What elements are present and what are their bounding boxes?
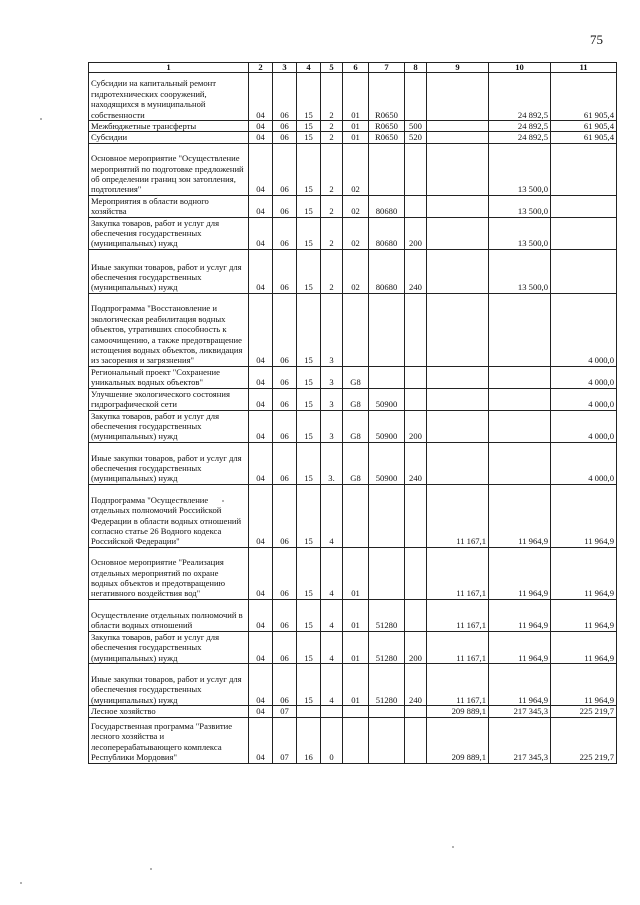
- col6-event: [343, 706, 369, 717]
- table-row: [89, 195, 617, 217]
- col11-amount: 11 964,9: [551, 631, 617, 663]
- col11-amount: 4 000,0: [551, 366, 617, 388]
- col5-subprogram: [321, 706, 343, 717]
- col2-section: 04: [249, 599, 273, 631]
- col8-expense-type: [405, 717, 427, 763]
- col9-amount: [427, 143, 489, 195]
- scan-speck: [150, 868, 152, 870]
- table-row: [89, 388, 617, 410]
- col6-event: [343, 293, 369, 366]
- col8-expense-type: 240: [405, 664, 427, 706]
- col3-subsection: 06: [273, 195, 297, 217]
- header-cell: 11: [551, 63, 617, 73]
- header-cell: 5: [321, 63, 343, 73]
- col2-section: 04: [249, 143, 273, 195]
- col8-expense-type: 240: [405, 249, 427, 293]
- table-row: [89, 664, 617, 706]
- row-description: Основное мероприятие "Реализация отдельных мероприятий по охране водных объектов и предотвращению негативного воздействия вод": [89, 547, 249, 599]
- col10-amount: 217 345,3: [489, 706, 551, 717]
- col11-amount: 61 905,4: [551, 73, 617, 121]
- col4-program: 15: [297, 664, 321, 706]
- scan-speck: [222, 500, 224, 502]
- col5-subprogram: 2: [321, 217, 343, 249]
- col8-expense-type: 500: [405, 121, 427, 132]
- col3-subsection: 06: [273, 599, 297, 631]
- col5-subprogram: 4: [321, 484, 343, 547]
- col10-amount: 11 964,9: [489, 547, 551, 599]
- col7-direction: 80680: [369, 249, 405, 293]
- col2-section: 04: [249, 249, 273, 293]
- col7-direction: [369, 717, 405, 763]
- col5-subprogram: 3.: [321, 442, 343, 484]
- col3-subsection: 06: [273, 547, 297, 599]
- col6-event: 02: [343, 143, 369, 195]
- col11-amount: 4 000,0: [551, 293, 617, 366]
- col8-expense-type: [405, 143, 427, 195]
- col7-direction: 51280: [369, 599, 405, 631]
- row-description: Иные закупки товаров, работ и услуг для обеспечения государственных (муниципальных) нужд: [89, 249, 249, 293]
- col7-direction: 80680: [369, 195, 405, 217]
- page-number: 75: [590, 32, 603, 47]
- col2-section: 04: [249, 410, 273, 442]
- table-row: [89, 717, 617, 763]
- col6-event: G8: [343, 410, 369, 442]
- col10-amount: 13 500,0: [489, 249, 551, 293]
- col4-program: 16: [297, 717, 321, 763]
- col9-amount: [427, 388, 489, 410]
- col11-amount: [551, 195, 617, 217]
- col10-amount: 24 892,5: [489, 73, 551, 121]
- col3-subsection: 06: [273, 410, 297, 442]
- table-row: [89, 132, 617, 143]
- col8-expense-type: [405, 388, 427, 410]
- col9-amount: [427, 366, 489, 388]
- col3-subsection: 06: [273, 442, 297, 484]
- col11-amount: 4 000,0: [551, 410, 617, 442]
- col4-program: 15: [297, 121, 321, 132]
- col2-section: 04: [249, 717, 273, 763]
- col2-section: 04: [249, 217, 273, 249]
- col5-subprogram: 3: [321, 388, 343, 410]
- col10-amount: 24 892,5: [489, 121, 551, 132]
- col10-amount: 11 964,9: [489, 631, 551, 663]
- header-cell: 3: [273, 63, 297, 73]
- col11-amount: 61 905,4: [551, 132, 617, 143]
- col7-direction: 51280: [369, 631, 405, 663]
- col11-amount: 4 000,0: [551, 388, 617, 410]
- col11-amount: 225 219,7: [551, 717, 617, 763]
- col9-amount: 11 167,1: [427, 631, 489, 663]
- col8-expense-type: [405, 293, 427, 366]
- col6-event: [343, 717, 369, 763]
- row-description: Подпрограмма "Осуществление отдельных полномочий Российской Федерации в области водных отношений согласно статье 26 Водного кодекса Российской Федерации": [89, 484, 249, 547]
- col2-section: 04: [249, 706, 273, 717]
- col7-direction: R0650: [369, 73, 405, 121]
- col3-subsection: 07: [273, 717, 297, 763]
- col5-subprogram: 2: [321, 121, 343, 132]
- row-description: Межбюджетные трансферты: [89, 121, 249, 132]
- col2-section: 04: [249, 664, 273, 706]
- col3-subsection: 06: [273, 366, 297, 388]
- col4-program: 15: [297, 195, 321, 217]
- col4-program: 15: [297, 249, 321, 293]
- scan-speck: [40, 118, 42, 120]
- col8-expense-type: 240: [405, 442, 427, 484]
- col10-amount: 11 964,9: [489, 599, 551, 631]
- header-cell: 6: [343, 63, 369, 73]
- row-description: Государственная программа "Развитие лесного хозяйства и лесоперерабатывающего комплекса Республики Мордовия": [89, 717, 249, 763]
- col6-event: 01: [343, 547, 369, 599]
- col5-subprogram: 4: [321, 599, 343, 631]
- row-description: Подпрограмма "Восстановление и экологическая реабилитация водных объектов, утративших способность к самоочищению, а также предотвращение истощения водных объектов, ликвидация из засорения и загрязнения": [89, 293, 249, 366]
- col9-amount: [427, 217, 489, 249]
- header-cell: 1: [89, 63, 249, 73]
- col8-expense-type: [405, 706, 427, 717]
- col10-amount: [489, 410, 551, 442]
- header-cell: 9: [427, 63, 489, 73]
- col9-amount: [427, 442, 489, 484]
- col6-event: 01: [343, 73, 369, 121]
- table-row: [89, 73, 617, 121]
- col4-program: 15: [297, 217, 321, 249]
- row-description: Субсидии: [89, 132, 249, 143]
- table-header-row: [89, 63, 617, 73]
- col7-direction: 51280: [369, 664, 405, 706]
- header-cell: 2: [249, 63, 273, 73]
- col10-amount: 11 964,9: [489, 484, 551, 547]
- col5-subprogram: 3: [321, 293, 343, 366]
- col8-expense-type: [405, 484, 427, 547]
- col11-amount: [551, 249, 617, 293]
- col4-program: 15: [297, 484, 321, 547]
- col6-event: 02: [343, 249, 369, 293]
- col10-amount: [489, 442, 551, 484]
- col8-expense-type: [405, 73, 427, 121]
- col4-program: 15: [297, 410, 321, 442]
- row-description: Лесное хозяйство: [89, 706, 249, 717]
- col4-program: 15: [297, 388, 321, 410]
- col5-subprogram: 0: [321, 717, 343, 763]
- col3-subsection: 06: [273, 73, 297, 121]
- col5-subprogram: 2: [321, 195, 343, 217]
- col9-amount: 209 889,1: [427, 717, 489, 763]
- row-description: Мероприятия в области водного хозяйства: [89, 195, 249, 217]
- col9-amount: 11 167,1: [427, 664, 489, 706]
- col3-subsection: 06: [273, 664, 297, 706]
- col2-section: 04: [249, 631, 273, 663]
- col8-expense-type: 200: [405, 217, 427, 249]
- col8-expense-type: 200: [405, 631, 427, 663]
- col9-amount: [427, 73, 489, 121]
- col7-direction: [369, 366, 405, 388]
- col4-program: 15: [297, 143, 321, 195]
- col7-direction: R0650: [369, 121, 405, 132]
- table-row: [89, 631, 617, 663]
- col6-event: 02: [343, 217, 369, 249]
- col7-direction: 50900: [369, 388, 405, 410]
- col9-amount: 11 167,1: [427, 484, 489, 547]
- col5-subprogram: 4: [321, 547, 343, 599]
- col6-event: 01: [343, 631, 369, 663]
- row-description: Иные закупки товаров, работ и услуг для обеспечения государственных (муниципальных) нужд: [89, 664, 249, 706]
- col9-amount: [427, 410, 489, 442]
- col9-amount: [427, 121, 489, 132]
- col11-amount: 11 964,9: [551, 547, 617, 599]
- col7-direction: [369, 484, 405, 547]
- col9-amount: 11 167,1: [427, 547, 489, 599]
- col4-program: 15: [297, 293, 321, 366]
- col2-section: 04: [249, 442, 273, 484]
- col5-subprogram: 4: [321, 664, 343, 706]
- col5-subprogram: 3: [321, 366, 343, 388]
- col6-event: G8: [343, 366, 369, 388]
- col9-amount: [427, 249, 489, 293]
- col10-amount: 11 964,9: [489, 664, 551, 706]
- col5-subprogram: 3: [321, 410, 343, 442]
- header-cell: 8: [405, 63, 427, 73]
- col3-subsection: 06: [273, 121, 297, 132]
- table-row: [89, 217, 617, 249]
- col6-event: 01: [343, 599, 369, 631]
- col2-section: 04: [249, 293, 273, 366]
- col3-subsection: 06: [273, 249, 297, 293]
- col6-event: 01: [343, 132, 369, 143]
- table-row: [89, 706, 617, 717]
- table-row: [89, 249, 617, 293]
- col7-direction: [369, 143, 405, 195]
- col8-expense-type: 200: [405, 410, 427, 442]
- budget-table: [88, 62, 617, 764]
- col2-section: 04: [249, 195, 273, 217]
- col7-direction: 50900: [369, 442, 405, 484]
- col4-program: [297, 706, 321, 717]
- col3-subsection: 06: [273, 293, 297, 366]
- col2-section: 04: [249, 484, 273, 547]
- col2-section: 04: [249, 366, 273, 388]
- col5-subprogram: 2: [321, 249, 343, 293]
- col6-event: G8: [343, 442, 369, 484]
- col10-amount: [489, 293, 551, 366]
- col2-section: 04: [249, 547, 273, 599]
- col7-direction: 50900: [369, 410, 405, 442]
- col2-section: 04: [249, 132, 273, 143]
- col4-program: 15: [297, 547, 321, 599]
- col9-amount: 209 889,1: [427, 706, 489, 717]
- col3-subsection: 06: [273, 631, 297, 663]
- col3-subsection: 06: [273, 388, 297, 410]
- col6-event: G8: [343, 388, 369, 410]
- col10-amount: [489, 388, 551, 410]
- scan-speck: [20, 882, 22, 884]
- scan-speck: [452, 846, 454, 848]
- col9-amount: [427, 293, 489, 366]
- col5-subprogram: 2: [321, 143, 343, 195]
- row-description: Региональный проект "Сохранение уникальных водных объектов": [89, 366, 249, 388]
- col4-program: 15: [297, 442, 321, 484]
- col2-section: 04: [249, 121, 273, 132]
- col11-amount: 11 964,9: [551, 599, 617, 631]
- col6-event: [343, 484, 369, 547]
- row-description: Иные закупки товаров, работ и услуг для обеспечения государственных (муниципальных) нужд: [89, 442, 249, 484]
- col8-expense-type: [405, 195, 427, 217]
- col11-amount: [551, 217, 617, 249]
- col9-amount: [427, 132, 489, 143]
- col8-expense-type: [405, 547, 427, 599]
- col6-event: 02: [343, 195, 369, 217]
- header-cell: 10: [489, 63, 551, 73]
- col5-subprogram: 4: [321, 631, 343, 663]
- col11-amount: [551, 143, 617, 195]
- col11-amount: 11 964,9: [551, 664, 617, 706]
- table-row: [89, 366, 617, 388]
- col5-subprogram: 2: [321, 132, 343, 143]
- table-row: [89, 484, 617, 547]
- row-description: Закупка товаров, работ и услуг для обеспечения государственных (муниципальных) нужд: [89, 410, 249, 442]
- col4-program: 15: [297, 599, 321, 631]
- col3-subsection: 06: [273, 132, 297, 143]
- col10-amount: 13 500,0: [489, 195, 551, 217]
- row-description: Закупка товаров, работ и услуг для обеспечения государственных (муниципальных) нужд: [89, 631, 249, 663]
- table-row: [89, 293, 617, 366]
- col3-subsection: 06: [273, 143, 297, 195]
- row-description: Осуществление отдельных полномочий в области водных отношений: [89, 599, 249, 631]
- col10-amount: 13 500,0: [489, 217, 551, 249]
- row-description: Улучшение экологического состояния гидрографической сети: [89, 388, 249, 410]
- col4-program: 15: [297, 73, 321, 121]
- col6-event: 01: [343, 664, 369, 706]
- col7-direction: 80680: [369, 217, 405, 249]
- col8-expense-type: 520: [405, 132, 427, 143]
- header-cell: 7: [369, 63, 405, 73]
- table-row: [89, 599, 617, 631]
- col11-amount: 225 219,7: [551, 706, 617, 717]
- col11-amount: 61 905,4: [551, 121, 617, 132]
- table-row: [89, 143, 617, 195]
- col4-program: 15: [297, 631, 321, 663]
- header-cell: 4: [297, 63, 321, 73]
- row-description: Закупка товаров, работ и услуг для обеспечения государственных (муниципальных) нужд: [89, 217, 249, 249]
- col7-direction: [369, 706, 405, 717]
- col11-amount: 4 000,0: [551, 442, 617, 484]
- col6-event: 01: [343, 121, 369, 132]
- col5-subprogram: 2: [321, 73, 343, 121]
- col7-direction: [369, 547, 405, 599]
- col7-direction: [369, 293, 405, 366]
- col2-section: 04: [249, 73, 273, 121]
- table-row: [89, 410, 617, 442]
- table-row: [89, 442, 617, 484]
- col4-program: 15: [297, 366, 321, 388]
- row-description: Субсидии на капитальный ремонт гидротехнических сооружений, находящихся в муниципальной собственности: [89, 73, 249, 121]
- row-description: Основное мероприятие "Осуществление мероприятий по подготовке предложений об определении границ зон затопления, подтопления": [89, 143, 249, 195]
- col4-program: 15: [297, 132, 321, 143]
- col3-subsection: 06: [273, 484, 297, 547]
- col9-amount: 11 167,1: [427, 599, 489, 631]
- col3-subsection: 07: [273, 706, 297, 717]
- col10-amount: [489, 366, 551, 388]
- col8-expense-type: [405, 599, 427, 631]
- col9-amount: [427, 195, 489, 217]
- col10-amount: 217 345,3: [489, 717, 551, 763]
- col3-subsection: 06: [273, 217, 297, 249]
- col10-amount: 24 892,5: [489, 132, 551, 143]
- table-row: [89, 121, 617, 132]
- table-row: [89, 547, 617, 599]
- col10-amount: 13 500,0: [489, 143, 551, 195]
- col7-direction: R0650: [369, 132, 405, 143]
- col8-expense-type: [405, 366, 427, 388]
- col2-section: 04: [249, 388, 273, 410]
- col11-amount: 11 964,9: [551, 484, 617, 547]
